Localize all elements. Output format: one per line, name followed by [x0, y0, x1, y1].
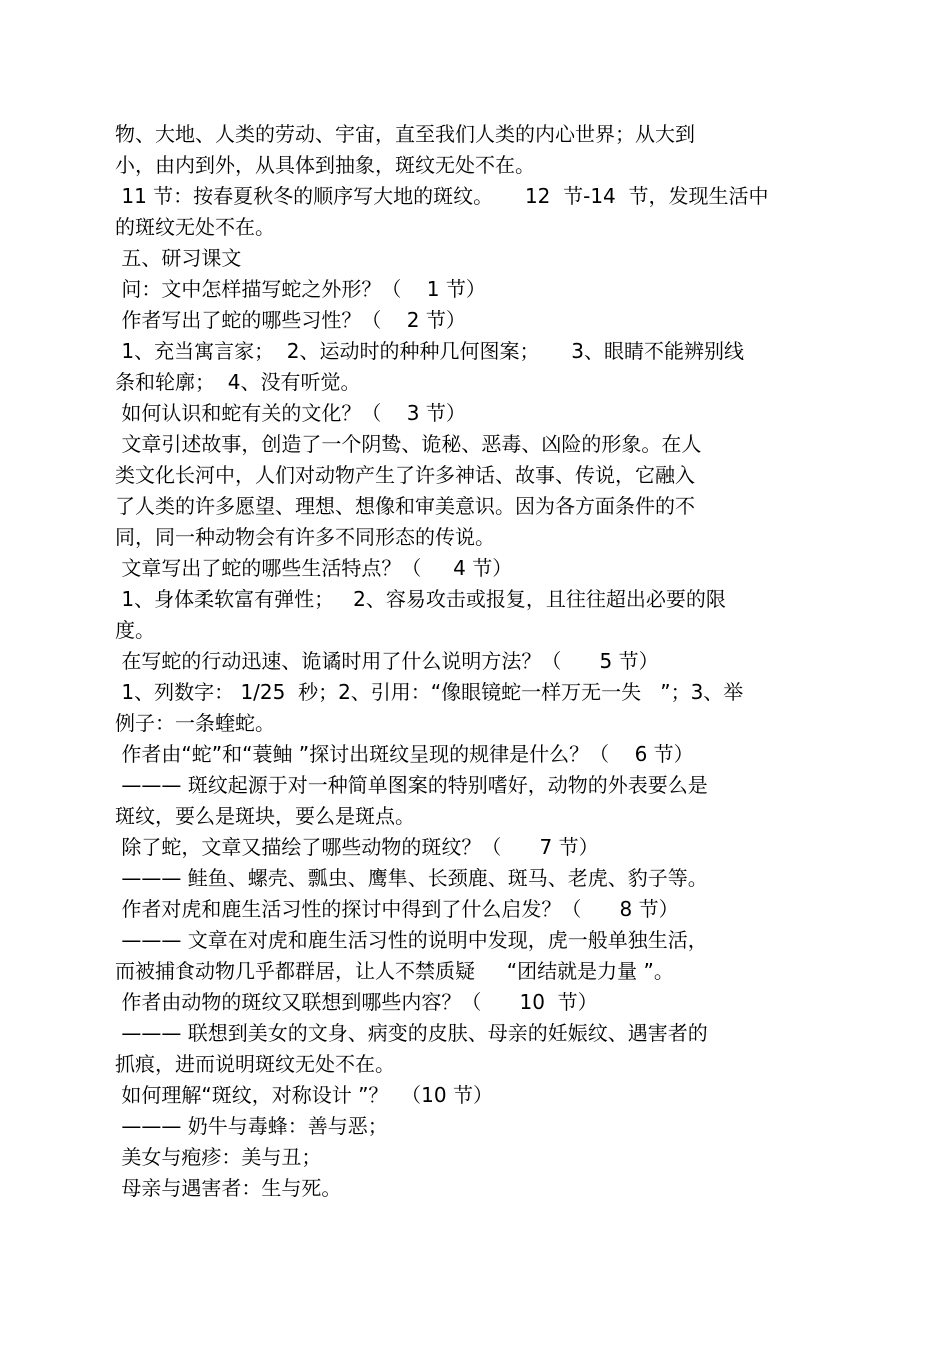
answer-line: 1、列数字： 1/25 秒；2、引用：“像眼镜蛇一样万无一失 ”；3、举 — [115, 680, 744, 704]
answer-line: ——— 斑纹起源于对一种简单图案的特别嗜好，动物的外表要么是 — [115, 773, 708, 797]
answer-line: ——— 鲑鱼、螺壳、瓢虫、鹰隼、长颈鹿、斑马、老虎、豹子等。 — [115, 866, 708, 890]
answer-line: 美女与疱疹：美与丑； — [115, 1145, 322, 1169]
question-line: 作者由动物的斑纹又联想到哪些内容？（ 10 节） — [115, 990, 598, 1014]
answer-line: ——— 文章在对虎和鹿生活习性的说明中发现，虎一般单独生活， — [115, 928, 708, 952]
answer-line: 类文化长河中，人们对动物产生了许多神话、故事、传说，它融入 — [115, 463, 695, 487]
question-line: 作者对虎和鹿生活习性的探讨中得到了什么启发？（ 8 节） — [115, 897, 679, 921]
answer-line: 而被捕食动物几乎都群居，让人不禁质疑 “团结就是力量 ”。 — [115, 959, 674, 983]
section-heading: 五、研习课文 — [115, 246, 242, 270]
answer-line: 例子：一条蝰蛇。 — [115, 711, 275, 735]
answer-line: 文章引述故事，创造了一个阴鸷、诡秘、恶毒、凶险的形象。在人 — [115, 432, 702, 456]
answer-line: 度。 — [115, 618, 155, 642]
text-line: 物、大地、人类的劳动、宇宙，直至我们人类的内心世界；从大到 — [115, 122, 695, 146]
question-line: 作者由“蛇”和“蓑鲉 ”探讨出斑纹呈现的规律是什么？（ 6 节） — [115, 742, 694, 766]
answer-line: 母亲与遇害者：生与死。 — [115, 1176, 342, 1200]
answer-line: 条和轮廓； 4、没有听觉。 — [115, 370, 361, 394]
question-line: 文章写出了蛇的哪些生活特点？（ 4 节） — [115, 556, 513, 580]
question-line: 除了蛇，文章又描绘了哪些动物的斑纹？（ 7 节） — [115, 835, 599, 859]
question-line: 在写蛇的行动迅速、诡谲时用了什么说明方法？（ 5 节） — [115, 649, 659, 673]
answer-line: 1、身体柔软富有弹性； 2、容易攻击或报复，且往往超出必要的限 — [115, 587, 726, 611]
question-line: 作者写出了蛇的哪些习性？（ 2 节） — [115, 308, 466, 332]
answer-line: 抓痕，进而说明斑纹无处不在。 — [115, 1052, 395, 1076]
question-line: 问：文中怎样描写蛇之外形？（ 1 节） — [115, 277, 486, 301]
answer-line: ——— 奶牛与毒蜂：善与恶； — [115, 1114, 388, 1138]
text-line: 的斑纹无处不在。 — [115, 215, 275, 239]
question-line: 如何理解“斑纹，对称设计 ”？ （10 节） — [115, 1083, 493, 1107]
answer-line: ——— 联想到美女的文身、病变的皮肤、母亲的妊娠纹、遇害者的 — [115, 1021, 708, 1045]
answer-line: 同，同一种动物会有许多不同形态的传说。 — [115, 525, 495, 549]
answer-line: 了人类的许多愿望、理想、想像和审美意识。因为各方面条件的不 — [115, 494, 695, 518]
text-line: 11 节：按春夏秋冬的顺序写大地的斑纹。 12 节-14 节，发现生活中 — [115, 184, 769, 208]
answer-line: 1、充当寓言家； 2、运动时的种种几何图案； 3、眼睛不能辨别线 — [115, 339, 745, 363]
answer-line: 斑纹，要么是斑块，要么是斑点。 — [115, 804, 415, 828]
text-line: 小，由内到外，从具体到抽象，斑纹无处不在。 — [115, 153, 535, 177]
question-line: 如何认识和蛇有关的文化？（ 3 节） — [115, 401, 466, 425]
